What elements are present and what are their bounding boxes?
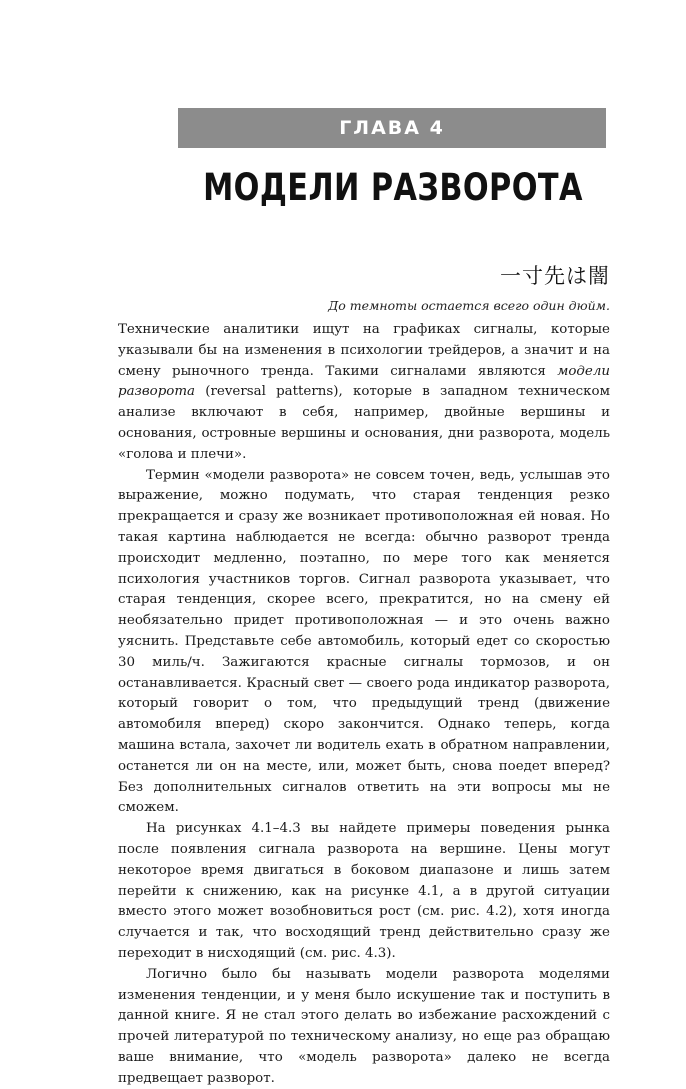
epigraph-japanese: 一寸先は闇 — [500, 264, 610, 288]
paragraph-1 — [118, 320, 610, 466]
body-text — [118, 320, 610, 1089]
epigraph — [328, 260, 610, 313]
paragraph-2: Термин «модели разворота» не совсем точен, ведь, услышав это выражение, можно подумать, что старая тенденция резко прекращается и сразу же возникает противоположная ей новая. Но такая картина наблюдается не всегда: обычно разворот тренда происходит медленно, поэтапно, по мере того как меняется психология участников торгов. Сигнал разворота указывает, что старая тенденция, скорее всего, прекратится, но на смену ей необязательно придет противоположная — и это очень важно уяснить. Представьте себе автомобиль, который едет со скоростью 30 миль/ч. Зажигаются красные сигналы тормозов, и он останавливается. Красный свет — своего рода индикатор разворота, который говорит о том, что предыдущий тренд (движение автомобиля вперед) скоро закончится. Однако теперь, когда машина встала, захочет ли водитель ехать в обратном направлении, останется ли он на месте, или, может быть, снова поедет вперед? Без дополнительных сигналов ответить на эти вопросы мы не сможем. — [118, 467, 610, 816]
paragraph-1-part-b: (reversal patterns), которые в западном техническом анализе включают в себя, например, двойные вершины и основания, островные вершины и основания, дни разворота, модель «голова и плечи». — [118, 384, 610, 462]
paragraph-1-part-a: Технические аналитики ищут на графиках сигналы, которые указывали бы на изменения в психологии трейдеров, а значит и на смену рыночного тренда. Такими сигналами являются — [118, 322, 610, 379]
chapter-banner — [178, 108, 606, 148]
paragraph-1-emphasis: модели разворота — [118, 363, 610, 400]
paragraph-4: Логично было бы называть модели разворота моделями изменения тенденции, и у меня было искушение так и поступить в данной книге. Я не стал этого делать во избежание расхождений с прочей литературой по техническому анализу, но еще раз обращаю ваше внимание, что «модель разворота» далеко не всегда предвещает разворот. — [118, 966, 610, 1086]
paragraph-3: На рисунках 4.1–4.3 вы найдете примеры поведения рынка после появления сигнала разворота на вершине. Цены могут некоторое время двигаться в боковом диапазоне и лишь затем перейти к снижению, как на рисунке 4.1, а в другой ситуации вместо этого может возобновиться рост (см. рис. 4.2), хотя иногда случается и так, что восходящий тренд действительно сразу же переходит в нисходящий (см. рис. 4.3). — [118, 821, 610, 961]
chapter-title: МОДЕЛИ РАЗВОРОТА — [203, 166, 583, 209]
chapter-number: ГЛАВА 4 — [339, 117, 445, 139]
epigraph-translation: До темноты остается всего один дюйм. — [328, 298, 610, 313]
